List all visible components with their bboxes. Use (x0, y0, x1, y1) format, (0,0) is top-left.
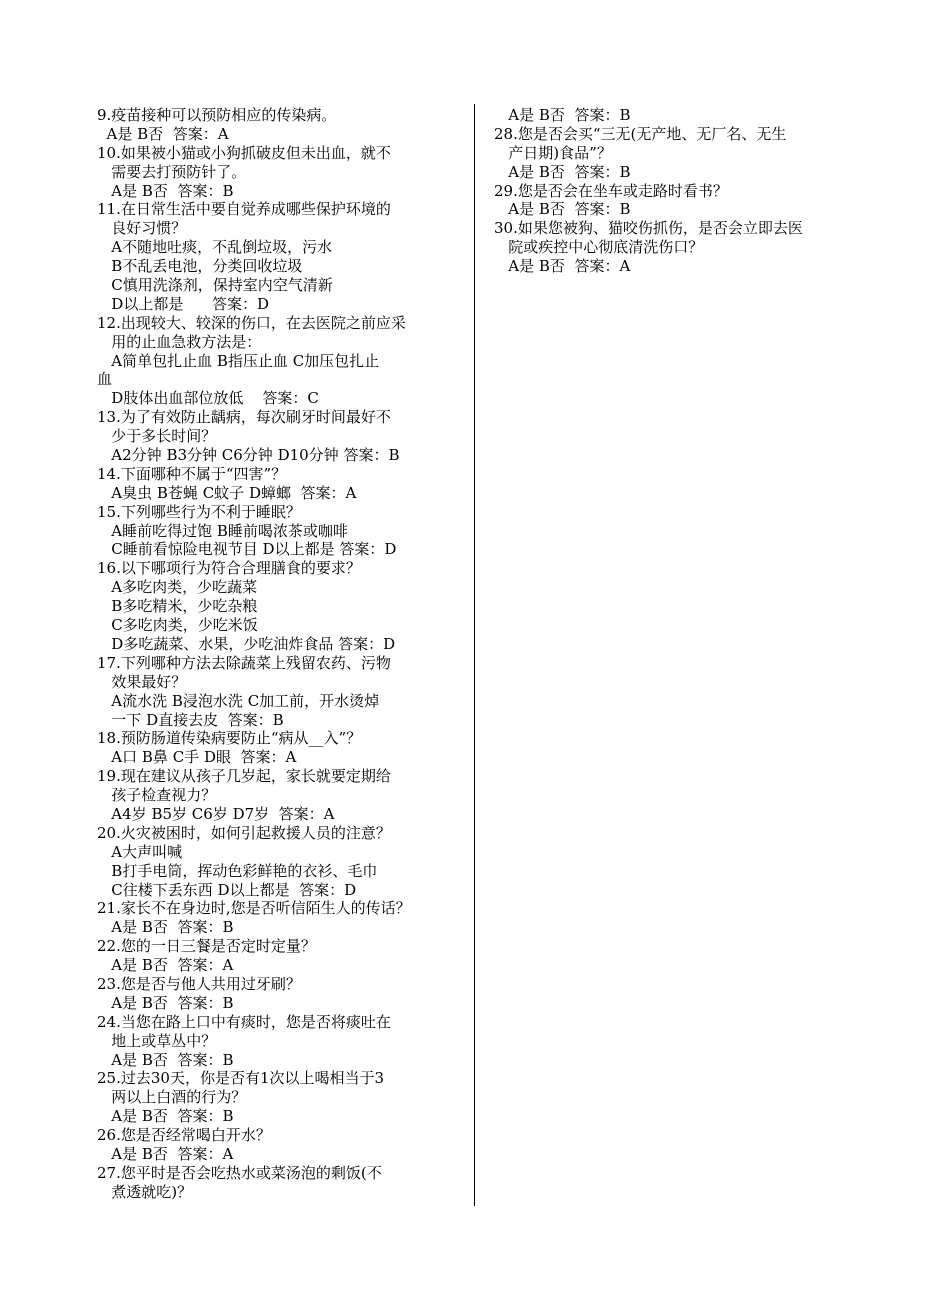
text-line: 13.为了有效防止龋病，每次刷牙时间最好不 (97, 408, 391, 427)
text-line: A睡前吃得过饱 B睡前喝浓茶或咖啡 (97, 521, 348, 540)
text-line: 18.预防肠道传染病要防止“病从__入”？ (97, 729, 362, 748)
text-line: A是 B否 答案：B (97, 1050, 234, 1069)
text-line: 9.疫苗接种可以预防相应的传染病。 (97, 106, 337, 124)
text-line: 11.在日常生活中要自觉养成哪些保护环境的 (97, 200, 391, 219)
text-line: 30.如果您被狗、猫咬伤抓伤，是否会立即去医 (494, 219, 803, 238)
left-column (97, 106, 469, 1202)
text-line: 26.您是否经常喝白开水？ (97, 1126, 271, 1145)
text-line: A多吃肉类，少吃蔬菜 (97, 578, 258, 597)
text-line: A流水洗 B浸泡水洗 C加工前，开水烫焯 (97, 691, 380, 710)
text-line: 良好习惯？ (97, 219, 187, 238)
text-line: 12.出现较大、较深的伤口，在去医院之前应采 (97, 313, 406, 332)
text-line: 15.下列哪些行为不利于睡眠？ (97, 502, 301, 521)
text-line: 用的止血急救方法是： (97, 332, 262, 351)
text-line: D多吃蔬菜、水果，少吃油炸食品 答案：D (97, 634, 396, 653)
text-line: C睡前看惊险电视节目 D以上都是 答案：D (97, 540, 397, 559)
text-line: C往楼下丢东西 D以上都是 答案：D (97, 880, 357, 899)
text-line: 21.家长不在身边时,您是否听信陌生人的传话？ (97, 899, 411, 918)
text-line: A是 B否 答案：B (97, 181, 234, 200)
text-line: A简单包扎止血 B指压止血 C加压包扎止 (97, 351, 380, 370)
text-line: 25.过去30天，你是否有1次以上喝相当于3 (97, 1069, 385, 1088)
text-line: 16.以下哪项行为符合合理膳食的要求？ (97, 559, 361, 578)
text-line: 14.下面哪种不属于“四害”？ (97, 464, 287, 483)
column-divider (474, 104, 475, 1206)
text-line: A是 B否 答案：A (97, 956, 234, 975)
text-line: 院或疾控中心彻底清洗伤口？ (494, 238, 704, 257)
text-line: C多吃肉类，少吃米饭 (97, 616, 258, 635)
text-line: A是 B否 答案：A (97, 124, 229, 143)
text-line: A2分钟 B3分钟 C6分钟 D10分钟 答案：B (97, 446, 400, 465)
text-line: B多吃精米，少吃杂粮 (97, 597, 258, 616)
text-line: 效果最好？ (97, 672, 187, 691)
text-line: A是 B否 答案：B (494, 200, 631, 219)
text-line: 17.下列哪种方法去除蔬菜上残留农药、污物 (97, 653, 391, 672)
text-line: A是 B否 答案：A (494, 257, 631, 276)
text-line: 煮透就吃)？ (97, 1182, 193, 1201)
text-line: 27.您平时是否会吃热水或菜汤泡的剩饭(不 (97, 1163, 382, 1182)
right-column (494, 106, 866, 276)
text-line: 10.如果被小猫或小狗抓破皮但未出血，就不 (97, 143, 391, 162)
text-line: 19.现在建议从孩子几岁起，家长就要定期给 (97, 767, 391, 786)
text-line: 需要去打预防针了。 (97, 162, 247, 181)
text-line: C慎用洗涤剂，保持室内空气清新 (97, 276, 333, 295)
text-line: A4岁 B5岁 C6岁 D7岁 答案：A (97, 804, 335, 823)
text-line: 20.火灾被困时，如何引起救援人员的注意？ (97, 823, 391, 842)
text-line: 一下 D直接去皮 答案：B (97, 710, 284, 729)
text-line: 少于多长时间？ (97, 427, 217, 446)
text-line: 血 (97, 370, 113, 389)
text-line: A口 B鼻 C手 D眼 答案：A (97, 748, 297, 767)
text-line: 两以上白酒的行为？ (97, 1088, 247, 1107)
text-line: 24.当您在路上口中有痰时，您是否将痰吐在 (97, 1012, 391, 1031)
text-line: A臭虫 B苍蝇 C蚊子 D蟑螂 答案：A (97, 483, 357, 502)
text-line: D以上都是 答案：D (97, 294, 269, 313)
text-line: A不随地吐痰，不乱倒垃圾，污水 (97, 238, 333, 257)
text-line: 23.您是否与他人共用过牙刷？ (97, 974, 301, 993)
text-line: A是 B否 答案：B (97, 918, 234, 937)
text-line: A是 B否 答案：B (494, 106, 631, 124)
text-line: 孩子检查视力？ (97, 786, 217, 805)
text-line: 22.您的一日三餐是否定时定量？ (97, 937, 316, 956)
text-line: A是 B否 答案：B (97, 993, 234, 1012)
text-line: 29.您是否会在坐车或走路时看书？ (494, 181, 728, 200)
text-line: 产日期)食品”？ (494, 143, 612, 162)
text-line: 28.您是否会买“三无(无产地、无厂名、无生 (494, 124, 787, 143)
text-line: A是 B否 答案：B (494, 162, 631, 181)
text-line: A是 B否 答案：B (97, 1107, 234, 1126)
text-line: D肢体出血部位放低 答案：C (97, 389, 319, 408)
text-line: B打手电筒，挥动色彩鲜艳的衣衫、毛巾 (97, 861, 378, 880)
text-line: A是 B否 答案：A (97, 1144, 234, 1163)
text-line: B不乱丢电池，分类回收垃圾 (97, 257, 303, 276)
text-line: A大声叫喊 (97, 842, 183, 861)
text-line: 地上或草丛中？ (97, 1031, 217, 1050)
